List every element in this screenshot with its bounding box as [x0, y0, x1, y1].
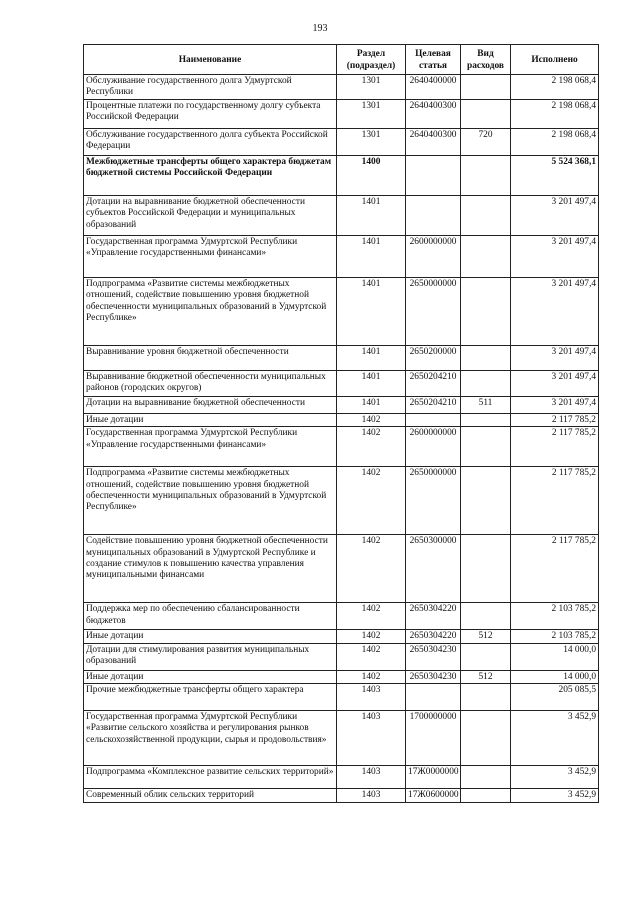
row-amount-cell: 3 452,9 — [511, 766, 599, 789]
row-article-cell: 2600000000 — [406, 235, 461, 277]
row-article-cell: 2650304230 — [406, 643, 461, 670]
row-amount-cell: 2 103 785,2 — [511, 630, 599, 643]
row-name-cell: Иные дотации — [84, 413, 337, 426]
table-row — [84, 427, 599, 467]
row-section-cell: 1403 — [337, 789, 406, 803]
header-name: Наименование — [84, 45, 337, 75]
row-section-cell: 1402 — [337, 603, 406, 630]
row-article-cell: 2650204210 — [406, 370, 461, 396]
budget-table — [83, 44, 599, 803]
row-expense-type-cell — [461, 235, 511, 277]
row-article-cell: 2650200000 — [406, 345, 461, 370]
row-amount-cell: 5 524 368,1 — [511, 155, 599, 195]
row-expense-type-cell — [461, 711, 511, 766]
table-row — [84, 630, 599, 643]
row-expense-type-cell — [461, 345, 511, 370]
table-row — [84, 345, 599, 370]
row-expense-type-cell — [461, 370, 511, 396]
row-expense-type-cell — [461, 643, 511, 670]
row-section-cell: 1301 — [337, 75, 406, 100]
table-row — [84, 396, 599, 413]
row-section-cell: 1402 — [337, 427, 406, 467]
row-name-cell: Обслуживание государственного долга субъекта Российской Федерации — [84, 128, 337, 155]
header-expense-type: Вид расходов — [461, 45, 511, 75]
row-name-cell: Межбюджетные трансферты общего характера бюджетам бюджетной системы Российской Федерации — [84, 155, 337, 195]
row-amount-cell: 2 198 068,4 — [511, 99, 599, 128]
row-amount-cell: 3 452,9 — [511, 711, 599, 766]
row-amount-cell: 3 452,9 — [511, 789, 599, 803]
page-number: 193 — [312, 23, 328, 34]
row-article-cell: 17Ж0600000 — [406, 789, 461, 803]
table-row — [84, 413, 599, 426]
row-section-cell: 1402 — [337, 467, 406, 535]
row-expense-type-cell: 511 — [461, 396, 511, 413]
header-section: Раздел (подраздел) — [337, 45, 406, 75]
row-article-cell: 2650304220 — [406, 603, 461, 630]
row-article-cell — [406, 684, 461, 711]
row-article-cell — [406, 195, 461, 235]
row-name-cell: Подпрограмма «Развитие системы межбюджетных отношений, содействие повышению уровня бюджетной обеспеченности муниципальных образований в Удмуртской Республике» — [84, 467, 337, 535]
row-section-cell: 1402 — [337, 413, 406, 426]
row-article-cell: 2640400000 — [406, 75, 461, 100]
row-name-cell: Обслуживание государственного долга Удмуртской Республики — [84, 75, 337, 100]
row-expense-type-cell — [461, 467, 511, 535]
row-section-cell: 1402 — [337, 643, 406, 670]
row-section-cell: 1402 — [337, 630, 406, 643]
row-amount-cell: 3 201 497,4 — [511, 277, 599, 345]
row-expense-type-cell: 512 — [461, 630, 511, 643]
table-row — [84, 370, 599, 396]
table-row — [84, 684, 599, 711]
table-row — [84, 467, 599, 535]
table-row — [84, 128, 599, 155]
table-row — [84, 535, 599, 603]
row-amount-cell: 14 000,0 — [511, 643, 599, 670]
row-section-cell: 1301 — [337, 99, 406, 128]
row-amount-cell: 2 198 068,4 — [511, 128, 599, 155]
row-name-cell: Прочие межбюджетные трансферты общего характера — [84, 684, 337, 711]
row-amount-cell: 3 201 497,4 — [511, 370, 599, 396]
row-name-cell: Государственная программа Удмуртской Республики «Управление государственными финансами» — [84, 235, 337, 277]
header-executed: Исполнено — [511, 45, 599, 75]
row-section-cell: 1400 — [337, 155, 406, 195]
row-section-cell: 1401 — [337, 235, 406, 277]
row-expense-type-cell — [461, 684, 511, 711]
row-name-cell: Выравнивание бюджетной обеспеченности муниципальных районов (городских округов) — [84, 370, 337, 396]
row-amount-cell: 2 117 785,2 — [511, 535, 599, 603]
table-row — [84, 711, 599, 766]
row-expense-type-cell — [461, 277, 511, 345]
row-section-cell: 1403 — [337, 766, 406, 789]
table-row — [84, 277, 599, 345]
header-article: Целевая статья — [406, 45, 461, 75]
row-section-cell: 1401 — [337, 277, 406, 345]
row-article-cell: 2650000000 — [406, 467, 461, 535]
row-article-cell — [406, 413, 461, 426]
table-row — [84, 766, 599, 789]
row-amount-cell: 2 117 785,2 — [511, 427, 599, 467]
table-row — [84, 99, 599, 128]
row-amount-cell: 3 201 497,4 — [511, 195, 599, 235]
row-amount-cell: 2 117 785,2 — [511, 413, 599, 426]
row-expense-type-cell — [461, 75, 511, 100]
row-section-cell: 1402 — [337, 670, 406, 683]
row-article-cell — [406, 155, 461, 195]
row-article-cell: 1700000000 — [406, 711, 461, 766]
row-name-cell: Иные дотации — [84, 630, 337, 643]
row-name-cell: Содействие повышению уровня бюджетной обеспеченности муниципальных образований в Удмуртской Республике и создание стимулов к повышению качества управления муниципальными финансами — [84, 535, 337, 603]
row-section-cell: 1401 — [337, 370, 406, 396]
row-amount-cell: 2 103 785,2 — [511, 603, 599, 630]
row-expense-type-cell — [461, 155, 511, 195]
row-amount-cell: 2 117 785,2 — [511, 467, 599, 535]
table-row — [84, 235, 599, 277]
row-amount-cell: 3 201 497,4 — [511, 345, 599, 370]
row-article-cell: 2650000000 — [406, 277, 461, 345]
row-name-cell: Подпрограмма «Комплексное развитие сельских территорий» — [84, 766, 337, 789]
table-row — [84, 643, 599, 670]
row-expense-type-cell — [461, 413, 511, 426]
row-article-cell: 2600000000 — [406, 427, 461, 467]
row-article-cell: 2650304220 — [406, 630, 461, 643]
row-name-cell: Дотации на выравнивание бюджетной обеспеченности субъектов Российской Федерации и муниципальных образований — [84, 195, 337, 235]
row-expense-type-cell: 720 — [461, 128, 511, 155]
table-row — [84, 603, 599, 630]
row-article-cell: 2650304230 — [406, 670, 461, 683]
row-section-cell: 1403 — [337, 711, 406, 766]
row-section-cell: 1403 — [337, 684, 406, 711]
table-row — [84, 75, 599, 100]
row-article-cell: 2650300000 — [406, 535, 461, 603]
row-name-cell: Современный облик сельских территорий — [84, 789, 337, 803]
row-name-cell: Государственная программа Удмуртской Республики «Развитие сельского хозяйства и регулирования рынков сельскохозяйственной продукции, сырья и продовольствия» — [84, 711, 337, 766]
row-name-cell: Иные дотации — [84, 670, 337, 683]
row-section-cell: 1402 — [337, 535, 406, 603]
row-name-cell: Дотации для стимулирования развития муниципальных образований — [84, 643, 337, 670]
row-expense-type-cell — [461, 603, 511, 630]
row-expense-type-cell — [461, 766, 511, 789]
row-expense-type-cell — [461, 427, 511, 467]
table-row — [84, 195, 599, 235]
row-section-cell: 1401 — [337, 195, 406, 235]
table-row — [84, 670, 599, 683]
row-expense-type-cell — [461, 535, 511, 603]
row-amount-cell: 3 201 497,4 — [511, 235, 599, 277]
row-amount-cell: 3 201 497,4 — [511, 396, 599, 413]
table-header-row — [84, 45, 599, 75]
row-section-cell: 1401 — [337, 396, 406, 413]
row-expense-type-cell: 512 — [461, 670, 511, 683]
row-amount-cell: 2 198 068,4 — [511, 75, 599, 100]
row-amount-cell: 205 085,5 — [511, 684, 599, 711]
table-row — [84, 789, 599, 803]
table-row — [84, 155, 599, 195]
row-name-cell: Выравнивание уровня бюджетной обеспеченности — [84, 345, 337, 370]
row-name-cell: Поддержка мер по обеспечению сбалансированности бюджетов — [84, 603, 337, 630]
row-expense-type-cell — [461, 789, 511, 803]
row-section-cell: 1301 — [337, 128, 406, 155]
row-name-cell: Подпрограмма «Развитие системы межбюджетных отношений, содействие повышению уровня бюджетной обеспеченности муниципальных образований в Удмуртской Республике» — [84, 277, 337, 345]
row-name-cell: Процентные платежи по государственному долгу субъекта Российской Федерации — [84, 99, 337, 128]
row-expense-type-cell — [461, 99, 511, 128]
row-article-cell: 2650204210 — [406, 396, 461, 413]
row-article-cell: 17Ж0000000 — [406, 766, 461, 789]
row-article-cell: 2640400300 — [406, 99, 461, 128]
row-name-cell: Государственная программа Удмуртской Республики «Управление государственными финансами» — [84, 427, 337, 467]
row-name-cell: Дотации на выравнивание бюджетной обеспеченности — [84, 396, 337, 413]
row-article-cell: 2640400300 — [406, 128, 461, 155]
row-section-cell: 1401 — [337, 345, 406, 370]
row-expense-type-cell — [461, 195, 511, 235]
row-amount-cell: 14 000,0 — [511, 670, 599, 683]
